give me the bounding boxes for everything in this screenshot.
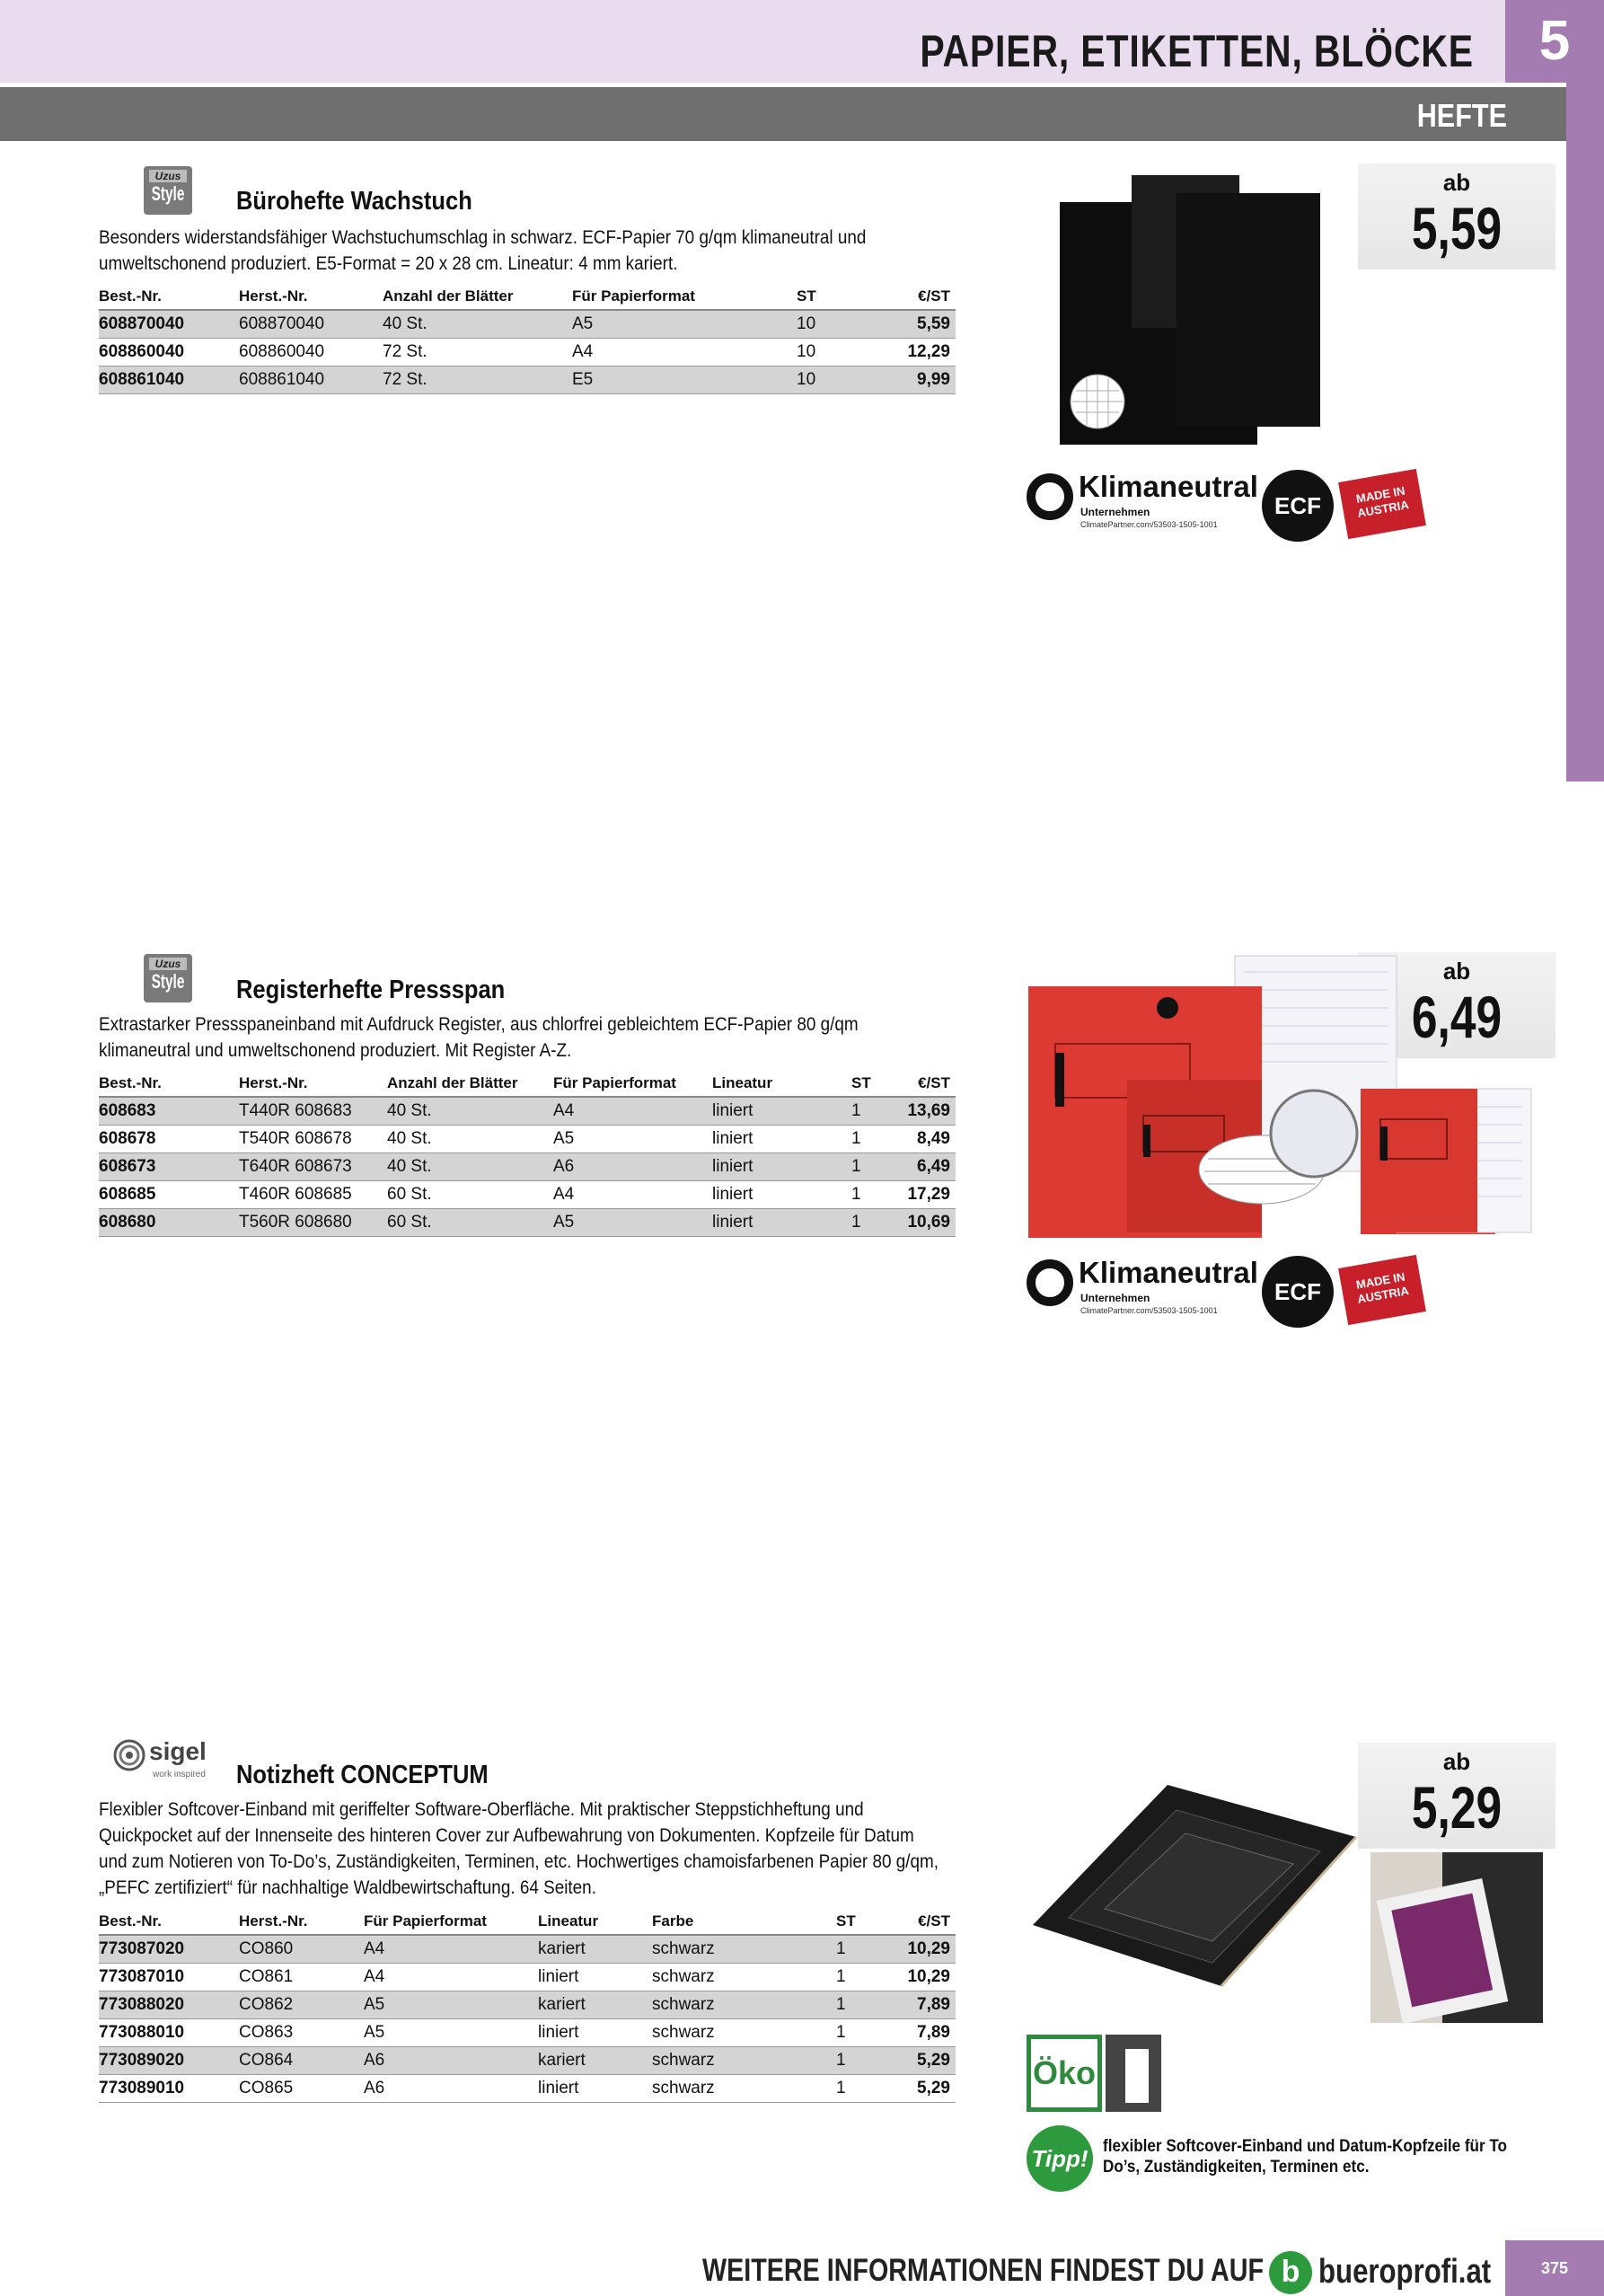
sigel-logo bbox=[113, 1737, 221, 1788]
table-row bbox=[99, 2075, 956, 2103]
paper-format: A4 bbox=[364, 1964, 538, 1991]
page-title: PAPIER, ETIKETTEN, BLÖCKE bbox=[920, 26, 1474, 76]
order-number: 773087010 bbox=[99, 1964, 239, 1991]
price-value: 5,29 bbox=[1411, 1774, 1503, 1841]
price-value: 6,49 bbox=[1411, 984, 1503, 1050]
brand-logo-line1: Uzus bbox=[149, 958, 187, 970]
paper-format: A5 bbox=[364, 2019, 538, 2047]
made-in-austria-badge: MADE IN AUSTRIA bbox=[1338, 1255, 1426, 1325]
product-image-notebooks bbox=[1060, 166, 1329, 454]
order-number: 773089010 bbox=[99, 2075, 239, 2103]
price-box bbox=[1358, 163, 1556, 269]
page-number: 375 bbox=[1505, 2240, 1604, 2296]
order-number: 608861040 bbox=[99, 366, 239, 394]
paper-format: A4 bbox=[553, 1097, 712, 1126]
quantity: 1 bbox=[836, 1935, 881, 1964]
tipp-badge: Tipp! bbox=[1027, 2125, 1093, 2192]
paper-format: A4 bbox=[364, 1935, 538, 1964]
manufacturer-number: CO864 bbox=[239, 2047, 364, 2075]
unit-price: 5,59 bbox=[868, 310, 956, 339]
bueroprofi-logo-icon: b bbox=[1269, 2251, 1312, 2294]
ruling: liniert bbox=[712, 1126, 851, 1153]
climate-label: Klimaneutral bbox=[1079, 1256, 1258, 1289]
product-title: Registerhefte Pressspan bbox=[236, 976, 506, 1004]
table-row bbox=[99, 2019, 956, 2047]
column-header: Lineatur bbox=[538, 1909, 652, 1935]
table-header bbox=[99, 284, 956, 310]
unit-price: 10,29 bbox=[881, 1964, 956, 1991]
paper-format: A6 bbox=[364, 2047, 538, 2075]
manufacturer-number: 608860040 bbox=[239, 339, 383, 366]
unit-price: 7,89 bbox=[881, 2019, 956, 2047]
column-header: Für Papierformat bbox=[553, 1071, 712, 1097]
order-number: 608870040 bbox=[99, 310, 239, 339]
made-in-austria-badge: MADE IN AUSTRIA bbox=[1338, 469, 1426, 539]
order-number: 773087020 bbox=[99, 1935, 239, 1964]
climate-sublabel: Unternehmen bbox=[1080, 506, 1150, 518]
product-description: Extrastarker Pressspaneinband mit Aufdruck Register, aus chlorfrei gebleichtem ECF-Papier 80 g/qm klimaneutral und umweltschonend produziert. Mit Register A-Z. bbox=[99, 1014, 859, 1061]
product-table bbox=[99, 1071, 956, 1237]
paper-format: A4 bbox=[572, 339, 797, 366]
quantity: 1 bbox=[836, 2047, 881, 2075]
sheet-count: 40 St. bbox=[387, 1153, 553, 1181]
unit-price: 6,49 bbox=[896, 1153, 956, 1181]
footer-domain-link[interactable]: bueroprofi.at bbox=[1318, 2253, 1492, 2291]
quantity: 1 bbox=[836, 2075, 881, 2103]
manufacturer-number: CO863 bbox=[239, 2019, 364, 2047]
color: schwarz bbox=[652, 2019, 836, 2047]
brand-logo-line2: Style bbox=[151, 970, 185, 993]
price-prefix: ab bbox=[1442, 1748, 1471, 1775]
unit-price: 13,69 bbox=[896, 1097, 956, 1126]
quantity: 10 bbox=[797, 366, 868, 394]
table-row bbox=[99, 1935, 956, 1964]
column-header: Herst.-Nr. bbox=[239, 284, 383, 310]
product-table bbox=[99, 1909, 956, 2103]
sheet-count: 40 St. bbox=[387, 1126, 553, 1153]
table-row bbox=[99, 2047, 956, 2075]
column-header: Anzahl der Blätter bbox=[387, 1071, 553, 1097]
oeko-icon bbox=[1106, 2035, 1161, 2112]
column-header: €/ST bbox=[868, 284, 956, 310]
manufacturer-number: CO865 bbox=[239, 2075, 364, 2103]
unit-price: 9,99 bbox=[868, 366, 956, 394]
ecf-seal-icon: ECF bbox=[1262, 1256, 1334, 1328]
quantity: 1 bbox=[836, 1964, 881, 1991]
column-header: Für Papierformat bbox=[572, 284, 797, 310]
ruling: liniert bbox=[712, 1097, 851, 1126]
climate-url: ClimatePartner.com/53503-1505-1001 bbox=[1080, 520, 1218, 529]
manufacturer-number: T460R 608685 bbox=[239, 1181, 387, 1209]
product-description: Besonders widerstandsfähiger Wachstuchumschlag in schwarz. ECF-Papier 70 g/qm klimaneutral und umweltschonend produziert. E5-Format = 20 x 28 cm. Lineatur: 4 mm kariert. bbox=[99, 227, 867, 274]
product-table bbox=[99, 284, 956, 394]
brand-logo-line2: Style bbox=[151, 182, 185, 205]
ruling: kariert bbox=[538, 1991, 652, 2019]
climate-badge bbox=[1027, 463, 1458, 552]
column-header: Herst.-Nr. bbox=[239, 1071, 387, 1097]
order-number: 773088020 bbox=[99, 1991, 239, 2019]
sheet-count: 60 St. bbox=[387, 1181, 553, 1209]
order-number: 608678 bbox=[99, 1126, 239, 1153]
table-row bbox=[99, 310, 956, 339]
climate-sublabel: Unternehmen bbox=[1080, 1292, 1150, 1304]
color: schwarz bbox=[652, 2047, 836, 2075]
brand-logo bbox=[144, 954, 192, 1002]
climate-icon bbox=[1027, 1259, 1073, 1306]
product-image-register-notebooks bbox=[1028, 954, 1549, 1241]
column-header: ST bbox=[851, 1071, 896, 1097]
price-prefix: ab bbox=[1442, 958, 1471, 985]
unit-price: 7,89 bbox=[881, 1991, 956, 2019]
column-header: Best.-Nr. bbox=[99, 1909, 239, 1935]
color: schwarz bbox=[652, 1964, 836, 1991]
climate-label: Klimaneutral bbox=[1079, 470, 1258, 503]
column-header: €/ST bbox=[896, 1071, 956, 1097]
quantity: 1 bbox=[851, 1209, 896, 1237]
sheet-count: 72 St. bbox=[383, 339, 572, 366]
order-number: 608860040 bbox=[99, 339, 239, 366]
order-number: 608683 bbox=[99, 1097, 239, 1126]
manufacturer-number: 608861040 bbox=[239, 366, 383, 394]
sheet-count: 60 St. bbox=[387, 1209, 553, 1237]
paper-format: A5 bbox=[572, 310, 797, 339]
footer-text: WEITERE INFORMATIONEN FINDEST DU AUF bbox=[702, 2253, 1265, 2288]
table-row bbox=[99, 366, 956, 394]
column-header: €/ST bbox=[881, 1909, 956, 1935]
quantity: 1 bbox=[851, 1181, 896, 1209]
table-row bbox=[99, 1209, 956, 1237]
product-title: Bürohefte Wachstuch bbox=[236, 187, 472, 216]
paper-format: A5 bbox=[364, 1991, 538, 2019]
manufacturer-number: T440R 608683 bbox=[239, 1097, 387, 1126]
manufacturer-number: T640R 608673 bbox=[239, 1153, 387, 1181]
table-row bbox=[99, 339, 956, 366]
ruling: liniert bbox=[712, 1153, 851, 1181]
ruling: liniert bbox=[538, 1964, 652, 1991]
paper-format: A5 bbox=[553, 1209, 712, 1237]
ruling: kariert bbox=[538, 1935, 652, 1964]
manufacturer-number: 608870040 bbox=[239, 310, 383, 339]
quantity: 1 bbox=[836, 1991, 881, 2019]
column-header: Best.-Nr. bbox=[99, 284, 239, 310]
quantity: 1 bbox=[851, 1097, 896, 1126]
ruling: liniert bbox=[538, 2075, 652, 2103]
sheet-count: 40 St. bbox=[387, 1097, 553, 1126]
ruling: liniert bbox=[712, 1181, 851, 1209]
sheet-count: 40 St. bbox=[383, 310, 572, 339]
unit-price: 10,29 bbox=[881, 1935, 956, 1964]
color: schwarz bbox=[652, 2075, 836, 2103]
oeko-badge bbox=[1027, 2035, 1163, 2112]
ruling: kariert bbox=[538, 2047, 652, 2075]
section-title: HEFTE bbox=[1416, 97, 1507, 134]
manufacturer-number: CO860 bbox=[239, 1935, 364, 1964]
ruling: liniert bbox=[712, 1209, 851, 1237]
column-header: Best.-Nr. bbox=[99, 1071, 239, 1097]
table-header bbox=[99, 1909, 956, 1935]
quantity: 10 bbox=[797, 339, 868, 366]
product-image-pocket bbox=[1370, 1852, 1543, 2023]
unit-price: 10,69 bbox=[896, 1209, 956, 1237]
manufacturer-number: T540R 608678 bbox=[239, 1126, 387, 1153]
product-image-conceptum bbox=[1033, 1774, 1356, 1990]
column-header: Anzahl der Blätter bbox=[383, 284, 572, 310]
climate-url: ClimatePartner.com/53503-1505-1001 bbox=[1080, 1306, 1218, 1315]
side-tab bbox=[1566, 83, 1604, 782]
tipp-text: flexibler Softcover-Einband und Datum-Kopfzeile für To Do’s, Zuständigkeiten, Terminen etc. bbox=[1103, 2137, 1508, 2177]
brand-logo bbox=[144, 166, 192, 215]
climate-icon bbox=[1027, 473, 1073, 520]
paper-format: E5 bbox=[572, 366, 797, 394]
quantity: 10 bbox=[797, 310, 868, 339]
oeko-label: Öko bbox=[1027, 2035, 1102, 2112]
climate-badge bbox=[1027, 1249, 1458, 1338]
paper-format: A5 bbox=[553, 1126, 712, 1153]
color: schwarz bbox=[652, 1991, 836, 2019]
table-header bbox=[99, 1071, 956, 1097]
order-number: 608673 bbox=[99, 1153, 239, 1181]
chapter-number: 5 bbox=[1505, 0, 1604, 83]
table-row bbox=[99, 1153, 956, 1181]
sheet-count: 72 St. bbox=[383, 366, 572, 394]
color: schwarz bbox=[652, 1935, 836, 1964]
order-number: 773088010 bbox=[99, 2019, 239, 2047]
paper-format: A4 bbox=[553, 1181, 712, 1209]
unit-price: 8,49 bbox=[896, 1126, 956, 1153]
product-title: Notizheft CONCEPTUM bbox=[236, 1761, 489, 1789]
section-band bbox=[0, 87, 1566, 141]
sigel-logo-icon bbox=[113, 1739, 145, 1771]
quantity: 1 bbox=[851, 1126, 896, 1153]
price-box bbox=[1358, 1743, 1556, 1849]
table-row bbox=[99, 1126, 956, 1153]
manufacturer-number: T560R 608680 bbox=[239, 1209, 387, 1237]
brand-logo-line1: Uzus bbox=[149, 170, 187, 182]
column-header: Farbe bbox=[652, 1909, 836, 1935]
unit-price: 5,29 bbox=[881, 2075, 956, 2103]
price-prefix: ab bbox=[1442, 169, 1471, 196]
quantity: 1 bbox=[836, 2019, 881, 2047]
unit-price: 12,29 bbox=[868, 339, 956, 366]
table-row bbox=[99, 1991, 956, 2019]
order-number: 608685 bbox=[99, 1181, 239, 1209]
brand-logo-line2: work inspired bbox=[153, 1770, 206, 1779]
column-header: ST bbox=[836, 1909, 881, 1935]
paper-format: A6 bbox=[553, 1153, 712, 1181]
table-row bbox=[99, 1964, 956, 1991]
product-description: Flexibler Softcover-Einband mit geriffelter Software-Oberfläche. Mit praktischer Steppstichheftung und Quickpocket auf der Innenseite des hinteren Cover zur Aufbewahrung von Dokumenten. Kopfzeile für Datum und zum Notieren von To-Do’s, Zuständigkeiten, Terminen, etc. Hochwertiges chamoisfarbenen Papier 80 g/qm, „PEFC zertifiziert“ für nachhaltige Waldbewirtschaftung. 64 Seiten. bbox=[99, 1799, 939, 1898]
column-header: Herst.-Nr. bbox=[239, 1909, 364, 1935]
column-header: ST bbox=[797, 284, 868, 310]
ecf-seal-icon: ECF bbox=[1262, 470, 1334, 542]
column-header: Lineatur bbox=[712, 1071, 851, 1097]
quantity: 1 bbox=[851, 1153, 896, 1181]
paper-format: A6 bbox=[364, 2075, 538, 2103]
manufacturer-number: CO862 bbox=[239, 1991, 364, 2019]
table-row bbox=[99, 1181, 956, 1209]
manufacturer-number: CO861 bbox=[239, 1964, 364, 1991]
price-value: 5,59 bbox=[1411, 195, 1503, 261]
unit-price: 17,29 bbox=[896, 1181, 956, 1209]
order-number: 608680 bbox=[99, 1209, 239, 1237]
order-number: 773089020 bbox=[99, 2047, 239, 2075]
ruling: liniert bbox=[538, 2019, 652, 2047]
column-header: Für Papierformat bbox=[364, 1909, 538, 1935]
table-row bbox=[99, 1097, 956, 1126]
unit-price: 5,29 bbox=[881, 2047, 956, 2075]
brand-logo-line1: sigel bbox=[149, 1737, 207, 1765]
